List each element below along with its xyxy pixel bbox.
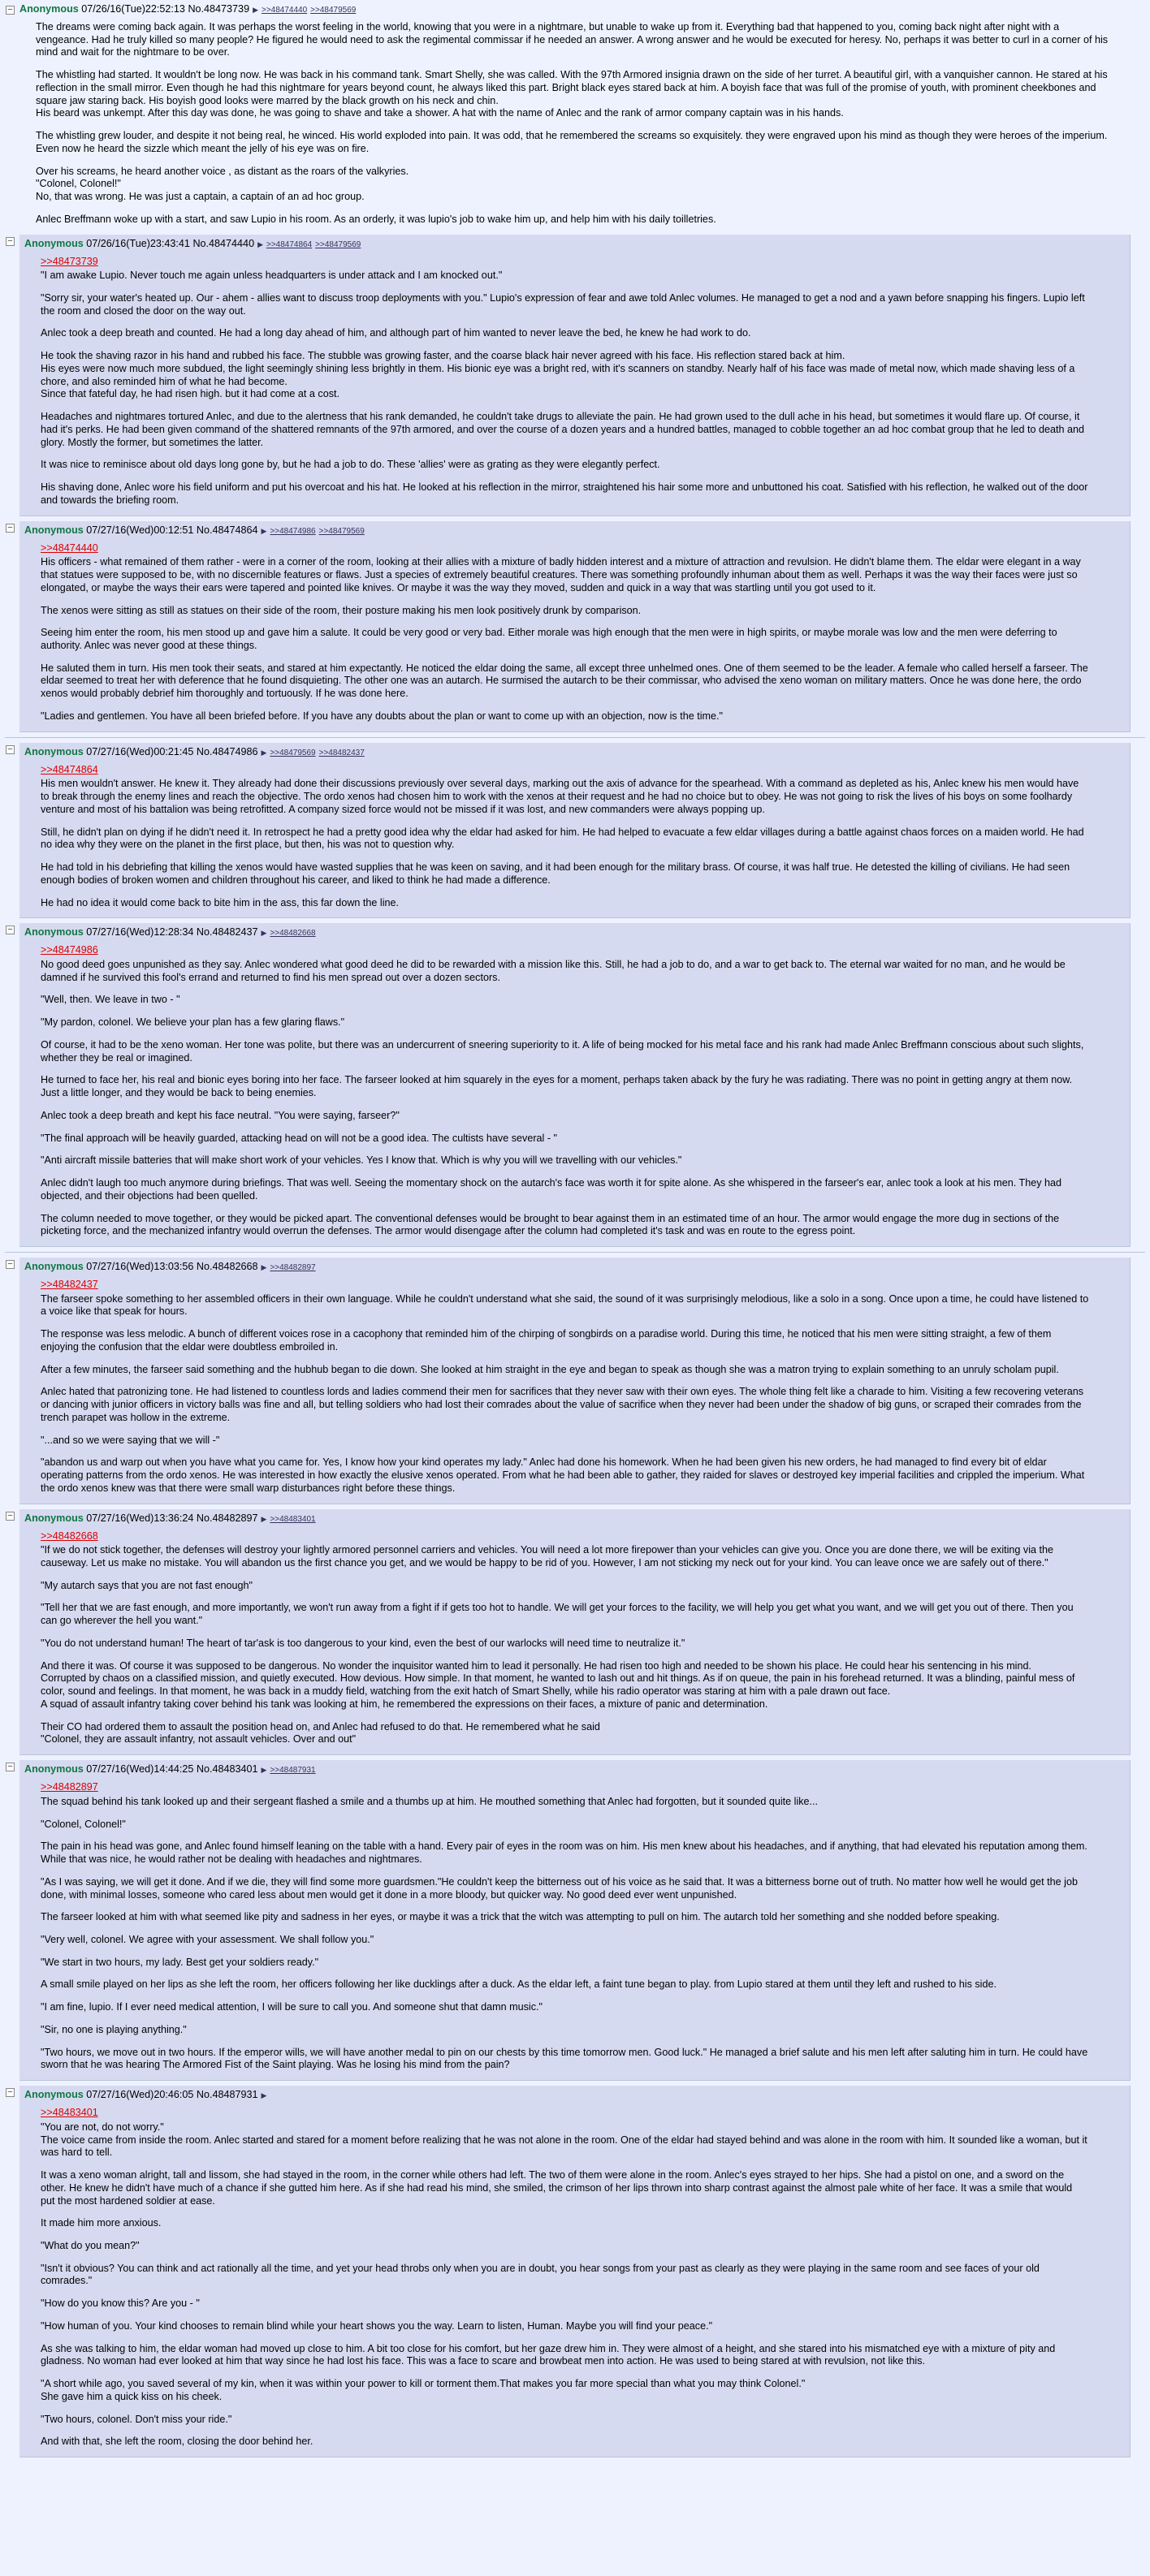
backlink[interactable]: >>48479569 (318, 526, 365, 536)
post-body-container (19, 1509, 1131, 1756)
reply-post (5, 1258, 1145, 1509)
post-paragraph: A small smile played on her lips as she left the room, her officers following her like ducklings after a duck. As the eldar left, a faint tune began to play. from Lupio stared at them until they left and rushed to his side. (41, 1978, 997, 1991)
post-number-link[interactable]: No.48482897 (196, 1512, 258, 1524)
post-paragraph: "I am awake Lupio. Never touch me again unless headquarters is under attack and I am knocked out." (41, 270, 503, 282)
post-number-link[interactable]: No.48474986 (196, 745, 258, 757)
post-info (24, 1512, 1122, 1524)
post-body-container (19, 1760, 1131, 2081)
post-paragraph: He turned to face her, his real and bionic eyes boring into her face. The farseer looked at him squarely in the eyes for a moment, perhaps taken aback by the fury he was radiating. There was no point in getting angry at them now. Just a little longer, and they would be back to being enemies. (41, 1074, 1073, 1099)
quote-link[interactable]: >>48474864 (41, 763, 98, 775)
post-datetime: 07/27/16(Wed)14:44:25 (86, 1763, 194, 1776)
op-post (5, 3, 1145, 235)
post-paragraph: Still, he didn't plan on dying if he didn't need it. In retrospect he had a pretty good idea why the eldar had asked for him. He had helped to evacuate a few eldar villages during a battle against chaos forces on a maiden world. He had no idea why they were on the planet in the first place, but then, his was not to question why. (41, 826, 1084, 851)
poster-name: Anonymous (24, 524, 84, 536)
hide-post-toggle[interactable]: − (6, 1512, 15, 1521)
post-paragraph: His men wouldn't answer. He knew it. They already had done their discussions previously over several days, marking out the axis of advance for the spearhead. With a command as depleted as his, Anlec knew his men would have to break through the enemy lines and reach the objective. The ordo xenos had chosen him to work with the xenos at their request and he had no choice but to obey. He was not going to risk the lives of his boys on some foolhardy venture and most of his battalion was being retrofitted. A company sized force would not be missed if it was lost, and new commanders were always popping up. (41, 778, 1079, 815)
post-paragraph: "Two hours, we move out in two hours. If the emperor wills, we will have another medal to pin on our chests by this time tomorrow men. Good luck." He managed a brief salute and his men left after saluting him in turn. He could have sworn that he was hearing The Armored Fist of the Saint playing. Was he losing his mind from the pain? (41, 2046, 1088, 2071)
poster-name: Anonymous (24, 1261, 84, 1272)
post-number-link[interactable]: No.48474864 (196, 524, 258, 536)
post-paragraph: Anlec hated that patronizing tone. He had listened to countless lords and ladies commend their men for sacrifices that they never saw with their own eyes. The whole thing felt like a charade to him. Visiting a few recovering veterans or dancing with junior officers in victory balls was fine and all, but telling soldiers who had lost their comrades about the value of sacrifice when they never had been under the shadow of big guns, or scraped their comrades from the trench parapet was hollow in the extreme. (41, 1386, 1084, 1423)
reply-post (5, 521, 1145, 737)
quote-link[interactable]: >>48474440 (41, 542, 98, 554)
post-paragraph: The whistling had started. It wouldn't be long now. He was back in his command tank. Smart Shelly, she was called. With the 97th Armored insignia drawn on the side of her turret. A beautiful girl, with a vanquisher cannon. He stared at his reflection in the small mirror. Even though he had this nightmare for years beyond count, he always liked this part. Bright black eyes stared back at him. A boyish face that was full of the promise of youth, with prominent cheekbones and square jaw staring back. His boyish good looks were marred by the black growth on his neck and chin. His beard was unkempt. After this day was done, he was going to shave and take a shower. A hat with the name of Anlec and the rank of armor company captain was in his hands. (36, 69, 1108, 119)
hide-post-toggle[interactable]: − (6, 2088, 15, 2097)
post-info (24, 746, 1122, 757)
post-body-container (19, 1258, 1131, 1504)
post-paragraph: "Colonel, Colonel!" (41, 1818, 126, 1830)
post-body-container (19, 521, 1131, 732)
poster-name: Anonymous (24, 745, 84, 757)
backlink[interactable]: >>48479569 (270, 748, 316, 757)
post-body-container (19, 3, 1145, 227)
post-paragraph: "The final approach will be heavily guarded, attacking head on will not be a good idea. The cultists have several - " (41, 1132, 557, 1144)
post-paragraph: The column needed to move together, or they would be picked apart. The conventional defenses would be brought to bear against them in an estimated time of an hour. The armor would engage the more dug in sections of the picketing force, and the mechanized infantry would overrun the defenses. The armor would disengage after the column had completed it's task and was en route to the egress point. (41, 1212, 1060, 1237)
backlink[interactable]: >>48474864 (266, 239, 313, 249)
backlink[interactable]: >>48479569 (310, 6, 357, 15)
quote-link[interactable]: >>48482437 (41, 1279, 98, 1290)
post-paragraph: Anlec took a deep breath and kept his face neutral. "You were saying, farseer?" (41, 1109, 400, 1121)
post-menu-arrow-icon[interactable]: ▶ (261, 2091, 267, 2100)
post-paragraph: The squad behind his tank looked up and their sergeant flashed a smile and a thumbs up at him. He mouthed something that Anlec had forgotten, but it sounded quite like... (41, 1795, 819, 1807)
post-message (41, 1279, 1089, 1495)
post-paragraph: "We start in two hours, my lady. Best get your soldiers ready." (41, 1956, 319, 1968)
post-datetime: 07/27/16(Wed)12:28:34 (86, 926, 194, 938)
quote-link[interactable]: >>48473739 (41, 255, 98, 267)
post-paragraph: "Two hours, colonel. Don't miss your ride." (41, 2413, 232, 2425)
reply-post (5, 1760, 1145, 2086)
post-info (19, 3, 1145, 15)
hide-post-toggle[interactable]: − (6, 745, 15, 754)
post-number-link[interactable]: No.48483401 (196, 1763, 258, 1776)
post-message (41, 764, 1089, 910)
post-menu-arrow-icon[interactable]: ▶ (261, 526, 267, 535)
post-paragraph: He saluted them in turn. His men took their seats, and stared at him expectantly. He noticed the eldar doing the same, all except three unhelmed ones. One of them seemed to be the leader. A female who called herself a farseer. The eldar seemed to treat her with deference that he found disquieting. The other one was an autarch. He surmised the autarch to be their commissar, who advised the xeno woman on military matters. Once he was done here, the ordo xenos would probably debrief him thoroughly and tortuously. If he was done here. (41, 662, 1088, 700)
hide-post-toggle[interactable]: − (6, 1260, 15, 1269)
post-paragraph: The farseer looked at him with what seemed like pity and sadness in her eyes, or maybe it was a trick that the witch was attempting to pull on him. The autarch told her something and she nodded before speaking. (41, 1911, 1000, 1923)
post-datetime: 07/27/16(Wed)20:46:05 (86, 2089, 194, 2101)
post-paragraph: Anlec took a deep breath and counted. He had a long day ahead of him, and although part of him wanted to never leave the bed, he knew he had work to do. (41, 327, 751, 339)
post-message (41, 2107, 1089, 2449)
backlink[interactable]: >>48483401 (270, 1514, 316, 1524)
post-number-link[interactable]: No.48482668 (196, 1261, 258, 1272)
reply-post (5, 1509, 1145, 1761)
post-paragraph: "Tell her that we are fast enough, and more importantly, we won't run away from a fight if if gets too hot to handle. We will get your forces to the facility, we will help you get what you want, and we will get you out of there. Then you can go wherever the hell you want." (41, 1602, 1074, 1627)
post-message (41, 542, 1089, 723)
post-paragraph: Over his screams, he heard another voice , as distant as the roars of the valkyries. "Colonel, Colonel!" No, that was wrong. He was just a captain, a captain of an ad hoc group. (36, 165, 409, 203)
post-paragraph: "Anti aircraft missile batteries that will make short work of your vehicles. Yes I know that. Which is why you will we travelling with our vehicles." (41, 1154, 682, 1167)
post-datetime: 07/26/16(Tue)22:52:13 (81, 3, 185, 15)
post-menu-arrow-icon[interactable]: ▶ (261, 1514, 267, 1523)
reply-post (5, 923, 1145, 1252)
backlink[interactable]: >>48482668 (270, 929, 316, 938)
post-message (41, 1781, 1089, 2072)
post-paragraph: Seeing him enter the room, his men stood up and gave him a salute. It could be very good or very bad. Either morale was high enough that the men were in high spirits, or maybe morale was low and the men were deferring to authority. Anlec was never good at these things. (41, 627, 1057, 651)
post-paragraph: He took the shaving razor in his hand and rubbed his face. The stubble was growing faster, and the coarse black hair never agreed with his face. His reflection stared back at him. His eyes were now much more subdued, the light seemingly shining less brightly in them. His bionic eye was a bright red, with it's scanners on standby. Nearly half of his face was made of metal now, which made shaving less of a chore, and also reminded him of what he had become. Since that fateful day, he had risen high. but it had come at a cost. (41, 350, 1075, 400)
reply-post (5, 743, 1145, 924)
post-paragraph: His shaving done, Anlec wore his field uniform and put his overcoat and his hat. He looked at his reflection in the mirror, straightened his hair some more and unbuttoned his coat. Satisfied with his reflection, he walked out of the door and towards the briefing room. (41, 481, 1088, 506)
post-paragraph: Their CO had ordered them to assault the position head on, and Anlec had refused to do that. He remembered what he said "Colonel, they are assault infantry, not assault vehicles. Over and out" (41, 1720, 600, 1745)
post-paragraph: "...and so we were saying that we will -" (41, 1434, 220, 1446)
hide-post-toggle[interactable]: − (6, 237, 15, 246)
post-info (24, 1763, 1122, 1775)
post-paragraph: It was a xeno woman alright, tall and lissom, she had stayed in the room, in the corner while others had left. The two of them were alone in the room. Anlec's eyes strayed to her hips. She had a pistol on one, and a sword on the other. He knew he didn't have much of a chance if she gutted him here. As if she had read his mind, she smiled, the crimson of her lips thrown into sharp contrast against the almost pale white of her face. It was a smile that would put the most hardened soldier at ease. (41, 2169, 1073, 2207)
post-body-container (19, 235, 1131, 516)
post-paragraph: The xenos were sitting as still as statues on their side of the room, their posture making his men look positively drunk by comparison. (41, 604, 642, 616)
quote-link[interactable]: >>48483401 (41, 2107, 98, 2119)
post-paragraph: "abandon us and warp out when you have what you came for. Yes, I know how your kind operates my lady." Anlec had done his homework. When he had been given his new orders, he had managed to find every bit of eldar operating patterns from the ordo xenos. He was interested in how exactly the elusive xenos operated. From what he had been able to gather, they raided for slaves or destroyed key imperial facilities and crippled the imperium. What the ordo xenos knew was that there were small warp disturbances right before these things. (41, 1456, 1085, 1494)
poster-name: Anonymous (24, 2089, 84, 2101)
post-paragraph: "You are not, do not worry." The voice came from inside the room. Anlec started and stared for a moment before realizing that he was not alone in the room. One of the eldar had stayed behind and was alone in the room with him. It sounded like a woman, but it was hard to tell. (41, 2121, 1087, 2159)
post-paragraph: It made him more anxious. (41, 2217, 162, 2229)
post-info (24, 238, 1122, 249)
backlink[interactable]: >>48482897 (270, 1263, 316, 1272)
post-paragraph: The dreams were coming back again. It was perhaps the worst feeling in the world, knowing that you were in a nightmare, but unable to wake up from it. Everything bad that happened to you, coming back night after night with a vengeance. Had he truly killed so many people? He figured he would need to ask the regimental commissar if he needed an answer. A wrong answer and he would be executed for heresy. No, perhaps it was better to curl in a corner of his mind and wait for the nightmare to be over. (36, 21, 1109, 58)
post-menu-arrow-icon[interactable]: ▶ (261, 1263, 267, 1271)
post-info (24, 926, 1122, 938)
post-paragraph: "Isn't it obvious? You can think and act rationally all the time, and yet your head throbs only when you are in doubt, you hear songs from your past as clearly as they were playing in the same room and see faces of your old comrades." (41, 2262, 1040, 2287)
post-paragraph: "Ladies and gentlemen. You have all been briefed before. If you have any doubts about the plan or want to come up with an objection, now is the time." (41, 710, 723, 722)
post-message (41, 256, 1089, 507)
post-paragraph: "How do you know this? Are you - " (41, 2298, 200, 2310)
poster-name: Anonymous (24, 1512, 84, 1524)
divider (5, 737, 1145, 738)
post-paragraph: It was nice to reminisce about old days long gone by, but he had a job to do. These 'allies' were as grating as they were elegantly perfect. (41, 459, 660, 471)
post-paragraph: "What do you mean?" (41, 2239, 140, 2251)
backlink[interactable]: >>48487931 (270, 1766, 316, 1776)
post-message (41, 1530, 1089, 1747)
post-paragraph: "My pardon, colonel. We believe your plan has a few glaring flaws." (41, 1016, 345, 1029)
post-menu-arrow-icon[interactable]: ▶ (261, 1766, 267, 1775)
post-datetime: 07/27/16(Wed)13:36:24 (86, 1512, 194, 1524)
backlink[interactable]: >>48479569 (315, 239, 361, 249)
post-paragraph: The pain in his head was gone, and Anlec found himself leaning on the table with a hand. Every pair of eyes in the room was on him. His men knew about his headaches, and if anything, that had elevated his reputation among them. While that was nice, he would rather not be dealing with headaches and nightmares. (41, 1840, 1087, 1866)
post-paragraph: The response was less melodic. A bunch of different voices rose in a cacophony that reminded him of the chirping of songbirds on a paradise world. During this time, he noticed that his men were sitting straight, a few of them enjoying the confusion that the eldar were doubtless embroiled in. (41, 1328, 1052, 1353)
hide-post-toggle[interactable]: − (6, 1763, 15, 1771)
quote-link[interactable]: >>48482668 (41, 1530, 98, 1542)
post-datetime: 07/27/16(Wed)00:21:45 (86, 745, 194, 757)
post-paragraph: Anlec didn't laugh too much anymore during briefings. That was well. Seeing the momentary shock on the autarch's face was worth it for spite alone. As she whispered in the farseer's ear, anlec took a look at his men. They had objected, and their objections had been quelled. (41, 1177, 1062, 1202)
hide-post-toggle[interactable]: − (6, 524, 15, 533)
poster-name: Anonymous (19, 3, 79, 15)
post-paragraph: He had told in his debriefing that killing the xenos would have wasted supplies that he was keen on saving, and it had been enough for the military brass. Of course, it was half true. He detested the killing of civilians. He had seen enough bodies of broken women and children throughout his career, and liked to think he had made a difference. (41, 861, 1070, 886)
post-info (24, 1261, 1122, 1272)
divider (5, 1252, 1145, 1253)
poster-name: Anonymous (24, 237, 84, 249)
post-paragraph: "Well, then. We leave in two - " (41, 994, 180, 1006)
backlink[interactable]: >>48482437 (318, 748, 365, 757)
post-paragraph: Of course, it had to be the xeno woman. Her tone was polite, but there was an undercurrent of sneering superiority to it. A life of being mocked for his metal face and his rank had made Anlec Breffmann conscious about such slights, whether they be real or imagined. (41, 1038, 1084, 1064)
post-paragraph: "If we do not stick together, the defenses will destroy your lightly armored personnel carriers and vehicles. You will need a lot more firepower than your vehicles can give you. Once you are done there, we will be exiting via the causeway. Let us make no mistake. You will abandon us the first chance you get, and we would be happy to be rid of you. However, I am not sticking my neck out for your kind. You can leave once we are safely out of there." (41, 1544, 1054, 1569)
post-number-link[interactable]: No.48473739 (188, 3, 250, 15)
backlink[interactable]: >>48474440 (262, 6, 308, 15)
post-paragraph: And there it was. Of course it was supposed to be dangerous. No wonder the inquisitor wanted him to lead it personally. He had risen too high and needed to be shown his place. He could hear his sentencing in his mind. Corrupted by chaos on a classified mission, and quietly executed. How devious. How simple. In that moment, he wanted to lash out and hit things. As if on queue, the pain in his forehead returned. It was a blinding, painful mess of color, sound and feelings. In that moment, he was back in a muddy field, watching from the exit hatch of Smart Shelly, while his radio operator was staring at him with a pale drawn out face. A squad of assault infantry taking cover behind his tank was looking at him, he remembered the expressions on their faces, a mixture of panic and determination. (41, 1659, 1075, 1710)
quote-link[interactable]: >>48482897 (41, 1781, 98, 1793)
post-datetime: 07/27/16(Wed)13:03:56 (86, 1261, 194, 1272)
post-info (24, 2089, 1122, 2100)
post-paragraph: "Sir, no one is playing anything." (41, 2023, 187, 2035)
post-paragraph: The farseer spoke something to her assembled officers in their own language. While he couldn't understand what she said, the sound of it was surprisingly melodious, like a solo in a song. Once upon a time, he could have listened to a voice like that speak for hours. (41, 1292, 1089, 1318)
post-paragraph: "A short while ago, you saved several of my kin, when it was within your power to kill or torment them.That makes you far more special than what you may think Colonel." She gave him a quick kiss on his cheek. (41, 2378, 806, 2402)
post-menu-arrow-icon[interactable]: ▶ (253, 6, 258, 14)
post-number-link[interactable]: No.48487931 (196, 2089, 258, 2101)
post-paragraph: "As I was saying, we will get it done. And if we die, they will find some more guardsmen."He couldn't keep the bitterness out of his voice as he said that. It was a bitterness borne out of truth. No matter how well he would get the job done, with minimal losses, someone who cared less about men would get it done in a more bloody, but quicker way. No good deed ever went unpunished. (41, 1875, 1078, 1901)
backlink[interactable]: >>48474986 (270, 526, 316, 536)
post-paragraph: "Very well, colonel. We agree with your assessment. We shall follow you." (41, 1933, 374, 1945)
post-paragraph: And with that, she left the room, closing the door behind her. (41, 2436, 313, 2448)
quote-link[interactable]: >>48474986 (41, 944, 98, 956)
post-menu-arrow-icon[interactable]: ▶ (257, 239, 263, 248)
post-body-container (19, 923, 1131, 1247)
reply-post (5, 2086, 1145, 2462)
post-number-link[interactable]: No.48482437 (196, 926, 258, 938)
post-paragraph: Anlec Breffmann woke up with a start, and saw Lupio in his room. As an orderly, it was lupio's job to wake him up, and help him with his daily toilletries. (36, 213, 716, 225)
post-paragraph: "I am fine, lupio. If I ever need medical attention, I will be sure to call you. And someone shut that damn music." (41, 2001, 543, 2013)
post-paragraph: "How human of you. Your kind chooses to remain blind while your heart shows you the way. Learn to listen, Human. Maybe you will find your peace." (41, 2319, 713, 2332)
post-paragraph: Headaches and nightmares tortured Anlec, and due to the alertness that his rank demanded, he couldn't take drugs to alleviate the pain. He had grown used to the dull ache in his head, but sometimes it would flare up. Of course, it had it's perks. He had been given command of the shattered remnants of the 97th armored, and over the course of a dozen years and a hundred battles, managed to cobble together an ad hoc combat group that he led to death and glory. Mostly the former, but sometimes the latter. (41, 411, 1085, 448)
post-paragraph: The whistling grew louder, and despite it not being real, he winced. His world exploded into pain. It was odd, that he remembered the screams so exquisitely. they were engraved upon his mind as though they were heroes of the imperium. Even now he heard the sizzle which meant the jelly of his eye was on fire. (36, 130, 1108, 154)
post-paragraph: No good deed goes unpunished as they say. Anlec wondered what good deed he did to be rewarded with a mission like this. Still, he had a job to do, and a war to get back to. The eternal war waited for no man, and he would be damned if he survived this fool's errand and returned to find his men spread out over a dozen sectors. (41, 958, 1066, 983)
post-number-link[interactable]: No.48474440 (192, 237, 255, 249)
post-paragraph: "You do not understand human! The heart of tar'ask is too dangerous to your kind, even the best of our warlocks will need time to neutralize it." (41, 1637, 685, 1649)
post-message (41, 944, 1089, 1238)
post-body-container (19, 2086, 1131, 2457)
post-menu-arrow-icon[interactable]: ▶ (261, 929, 267, 938)
post-datetime: 07/27/16(Wed)00:12:51 (86, 524, 194, 536)
reply-post (5, 235, 1145, 521)
post-body-container (19, 743, 1131, 919)
hide-post-toggle[interactable]: − (6, 926, 15, 934)
post-paragraph: "My autarch says that you are not fast enough" (41, 1579, 253, 1591)
poster-name: Anonymous (24, 1763, 84, 1776)
post-menu-arrow-icon[interactable]: ▶ (261, 748, 267, 757)
post-paragraph: "Sorry sir, your water's heated up. Our - ahem - allies want to discuss troop deployments with you." Lupio's expression of fear and awe told Anlec volumes. He managed to get a nod and a yawn before snapping his fingers. Lupio left the room and closed the door on the way out. (41, 292, 1085, 317)
post-paragraph: After a few minutes, the farseer said something and the hubhub began to die down. She looked at him straight in the eye and began to speak as though she was a matron trying to explain something to an unruly scholam pupil. (41, 1363, 1059, 1375)
post-paragraph: As she was talking to him, the eldar woman had moved up close to him. A bit too close for his comfort, but her gaze drew him in. They were almost of a height, and she stared into his mismatched eye with a mixture of pity and gladness. No woman had ever looked at him that way since he had lost his face. This was a face to scare and browbeat men into action. He was used to being stared at with revulsion, not like this. (41, 2342, 1056, 2367)
post-datetime: 07/26/16(Tue)23:43:41 (86, 237, 190, 249)
post-message (36, 21, 1113, 227)
post-paragraph: He had no idea it would come back to bite him in the ass, this far down the line. (41, 896, 400, 908)
hide-post-toggle[interactable]: − (6, 6, 15, 15)
post-info (24, 524, 1122, 536)
poster-name: Anonymous (24, 926, 84, 938)
post-paragraph: His officers - what remained of them rather - were in a corner of the room, looking at their allies with a mixture of badly hidden interest and a mixture of attraction and revulsion. He didn't blame them. The eldar were elegant in a way that statues were supposed to be, with no discernible features or flaws. Just a species of extremely beautiful creatures. There was something profoundly inhuman about them as well. Perhaps it was the way their faces were just so elongated, or maybe the ways their ears were tapered and pointed like knives. Or maybe it was the way they moved, sudden and quick in a way that was startling until you got used to it. (41, 556, 1081, 593)
